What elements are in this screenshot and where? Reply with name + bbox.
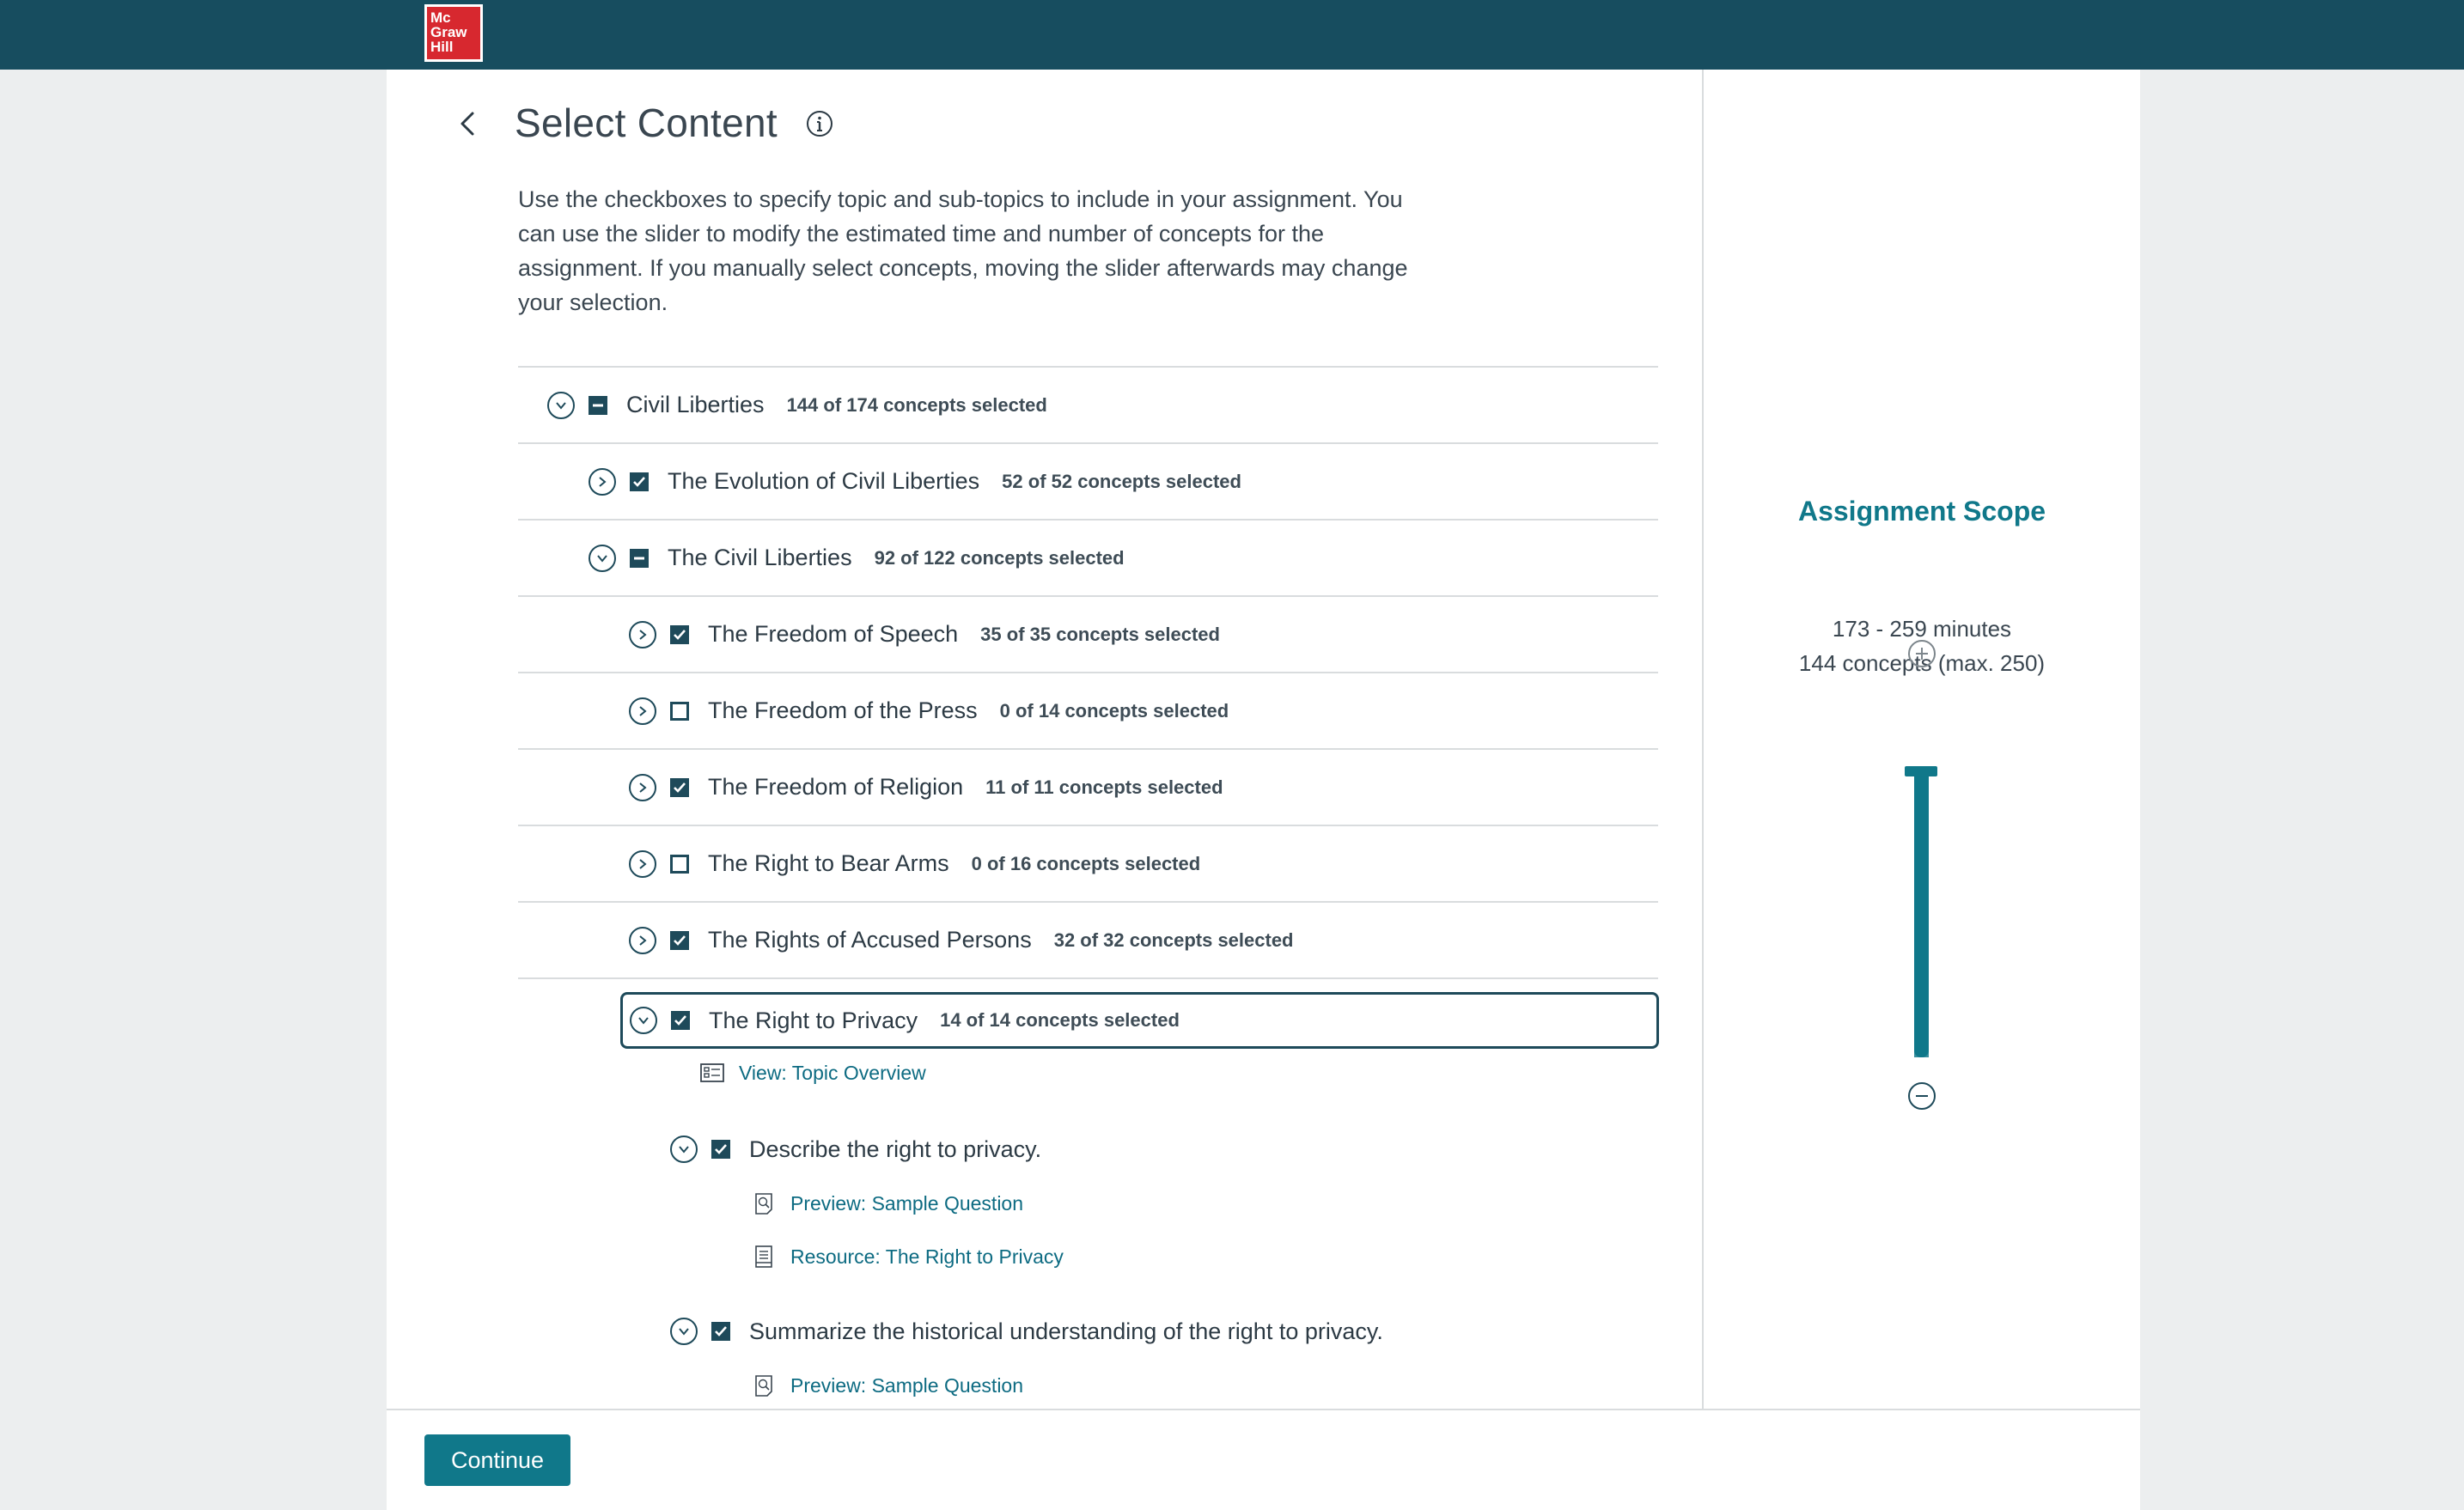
tree-row-label: The Freedom of Religion bbox=[708, 774, 964, 800]
tree-row-label: The Civil Liberties bbox=[668, 545, 852, 570]
checkbox-checked[interactable] bbox=[711, 1322, 730, 1341]
tree-row-label: The Right to Privacy bbox=[709, 1007, 918, 1033]
checkbox-partial[interactable] bbox=[589, 396, 607, 415]
scope-minutes: 173 - 259 minutes bbox=[1832, 616, 2012, 642]
chevron-right-icon[interactable] bbox=[629, 774, 656, 801]
tree-row-count: 144 of 174 concepts selected bbox=[786, 393, 1047, 416]
sample-question-link[interactable] bbox=[751, 1190, 1023, 1216]
checkbox-unchecked[interactable] bbox=[670, 855, 689, 874]
checkbox-checked[interactable] bbox=[630, 472, 649, 491]
checkbox-partial[interactable] bbox=[630, 549, 649, 568]
tree-row-right-to-bear-arms[interactable] bbox=[518, 825, 1658, 901]
overview-card-icon bbox=[699, 1060, 725, 1086]
checkbox-checked[interactable] bbox=[670, 778, 689, 797]
concept-label: Summarize the historical understanding of the right to privacy. bbox=[749, 1318, 1383, 1344]
logo-line-3: Hill bbox=[430, 39, 454, 55]
scope-concepts: 144 concepts (max. 250) bbox=[1798, 650, 2046, 676]
page-description: Use the checkboxes to specify topic and sub-topics to include in your assignment. You can use the slider to modify the estimated time and number of concepts for the assignment. If you manually select concepts, moving the slider afterwards may change your selection. bbox=[518, 186, 1408, 315]
continue-button[interactable]: Continue bbox=[424, 1434, 570, 1486]
checkbox-unchecked[interactable] bbox=[670, 702, 689, 721]
scope-slider-track[interactable] bbox=[1914, 769, 1929, 1057]
tree-row-rights-of-accused[interactable] bbox=[518, 901, 1658, 977]
tree-row-count: 14 of 14 concepts selected bbox=[940, 1009, 1180, 1031]
chevron-down-icon[interactable] bbox=[589, 545, 616, 572]
chevron-right-icon[interactable] bbox=[629, 850, 656, 878]
tree-row-label: Civil Liberties bbox=[626, 392, 765, 417]
info-icon[interactable] bbox=[805, 109, 834, 138]
tree-row-the-civil-liberties[interactable] bbox=[518, 519, 1658, 595]
back-chevron-icon[interactable] bbox=[455, 107, 481, 141]
logo-line-1: Mc bbox=[430, 9, 451, 26]
tree-row-freedom-of-religion[interactable] bbox=[518, 748, 1658, 825]
sample-question-link[interactable] bbox=[751, 1373, 1023, 1398]
tree-row-freedom-of-speech[interactable] bbox=[518, 595, 1658, 672]
sample-question-text: Preview: Sample Question bbox=[790, 1373, 1024, 1397]
chevron-right-icon[interactable] bbox=[629, 927, 656, 954]
footer-bar bbox=[387, 1409, 2140, 1510]
tree-row-civil-liberties[interactable] bbox=[518, 366, 1658, 442]
page-title: Select Content bbox=[515, 100, 778, 145]
concept-label: Describe the right to privacy. bbox=[749, 1136, 1042, 1162]
tree-row-right-to-privacy[interactable] bbox=[620, 992, 1659, 1049]
top-bar bbox=[0, 0, 2464, 70]
chevron-right-icon[interactable] bbox=[589, 468, 616, 496]
topic-overview-link[interactable] bbox=[699, 1060, 926, 1086]
tree-row-count: 52 of 52 concepts selected bbox=[1002, 470, 1241, 492]
tree-row-count: 35 of 35 concepts selected bbox=[980, 623, 1220, 645]
assignment-scope-panel bbox=[1704, 70, 2140, 1410]
sample-question-text: Preview: Sample Question bbox=[790, 1191, 1024, 1215]
tree-row-label: The Rights of Accused Persons bbox=[708, 927, 1032, 953]
resource-text: Resource: The Right to Privacy bbox=[790, 1245, 1064, 1268]
question-preview-icon bbox=[751, 1373, 777, 1398]
tree-row-freedom-of-press[interactable] bbox=[518, 672, 1658, 748]
mcgraw-hill-logo[interactable] bbox=[424, 4, 483, 62]
tree-row-label: The Freedom of Speech bbox=[708, 621, 959, 647]
scope-slider-fill bbox=[1914, 769, 1929, 1057]
logo-line-2: Graw bbox=[430, 24, 467, 40]
tree-row-evolution[interactable] bbox=[518, 442, 1658, 519]
checkbox-checked[interactable] bbox=[671, 1011, 690, 1030]
chevron-down-icon[interactable] bbox=[630, 1007, 657, 1034]
question-preview-icon bbox=[751, 1190, 777, 1216]
tree-row-label: The Evolution of Civil Liberties bbox=[668, 468, 980, 494]
tree-row-count: 0 of 16 concepts selected bbox=[971, 852, 1201, 874]
scope-title: Assignment Scope bbox=[1797, 496, 2046, 527]
tree-row-label: The Right to Bear Arms bbox=[708, 850, 949, 876]
plus-icon[interactable] bbox=[1907, 639, 1936, 668]
topic-overview-text: View: Topic Overview bbox=[739, 1061, 926, 1084]
tree-row-count: 0 of 14 concepts selected bbox=[999, 699, 1229, 722]
tree-row-label: The Freedom of the Press bbox=[708, 697, 978, 723]
minus-icon[interactable] bbox=[1907, 1081, 1936, 1111]
checkbox-checked[interactable] bbox=[670, 931, 689, 950]
resource-link[interactable] bbox=[751, 1244, 1064, 1269]
concept-row-summarize[interactable] bbox=[670, 1318, 1383, 1345]
resource-book-icon bbox=[751, 1244, 777, 1269]
chevron-right-icon[interactable] bbox=[629, 697, 656, 725]
chevron-down-icon[interactable] bbox=[547, 392, 575, 419]
scope-slider-handle[interactable] bbox=[1905, 766, 1937, 776]
checkbox-checked[interactable] bbox=[670, 625, 689, 644]
checkbox-checked[interactable] bbox=[711, 1140, 730, 1159]
chevron-right-icon[interactable] bbox=[629, 621, 656, 648]
concept-row-describe[interactable] bbox=[670, 1136, 1041, 1163]
tree-divider bbox=[518, 977, 1658, 981]
chevron-down-icon[interactable] bbox=[670, 1318, 698, 1345]
chevron-down-icon[interactable] bbox=[670, 1136, 698, 1163]
tree-row-count: 92 of 122 concepts selected bbox=[874, 546, 1125, 569]
tree-row-count: 32 of 32 concepts selected bbox=[1053, 929, 1294, 951]
tree-row-count: 11 of 11 concepts selected bbox=[985, 776, 1223, 798]
